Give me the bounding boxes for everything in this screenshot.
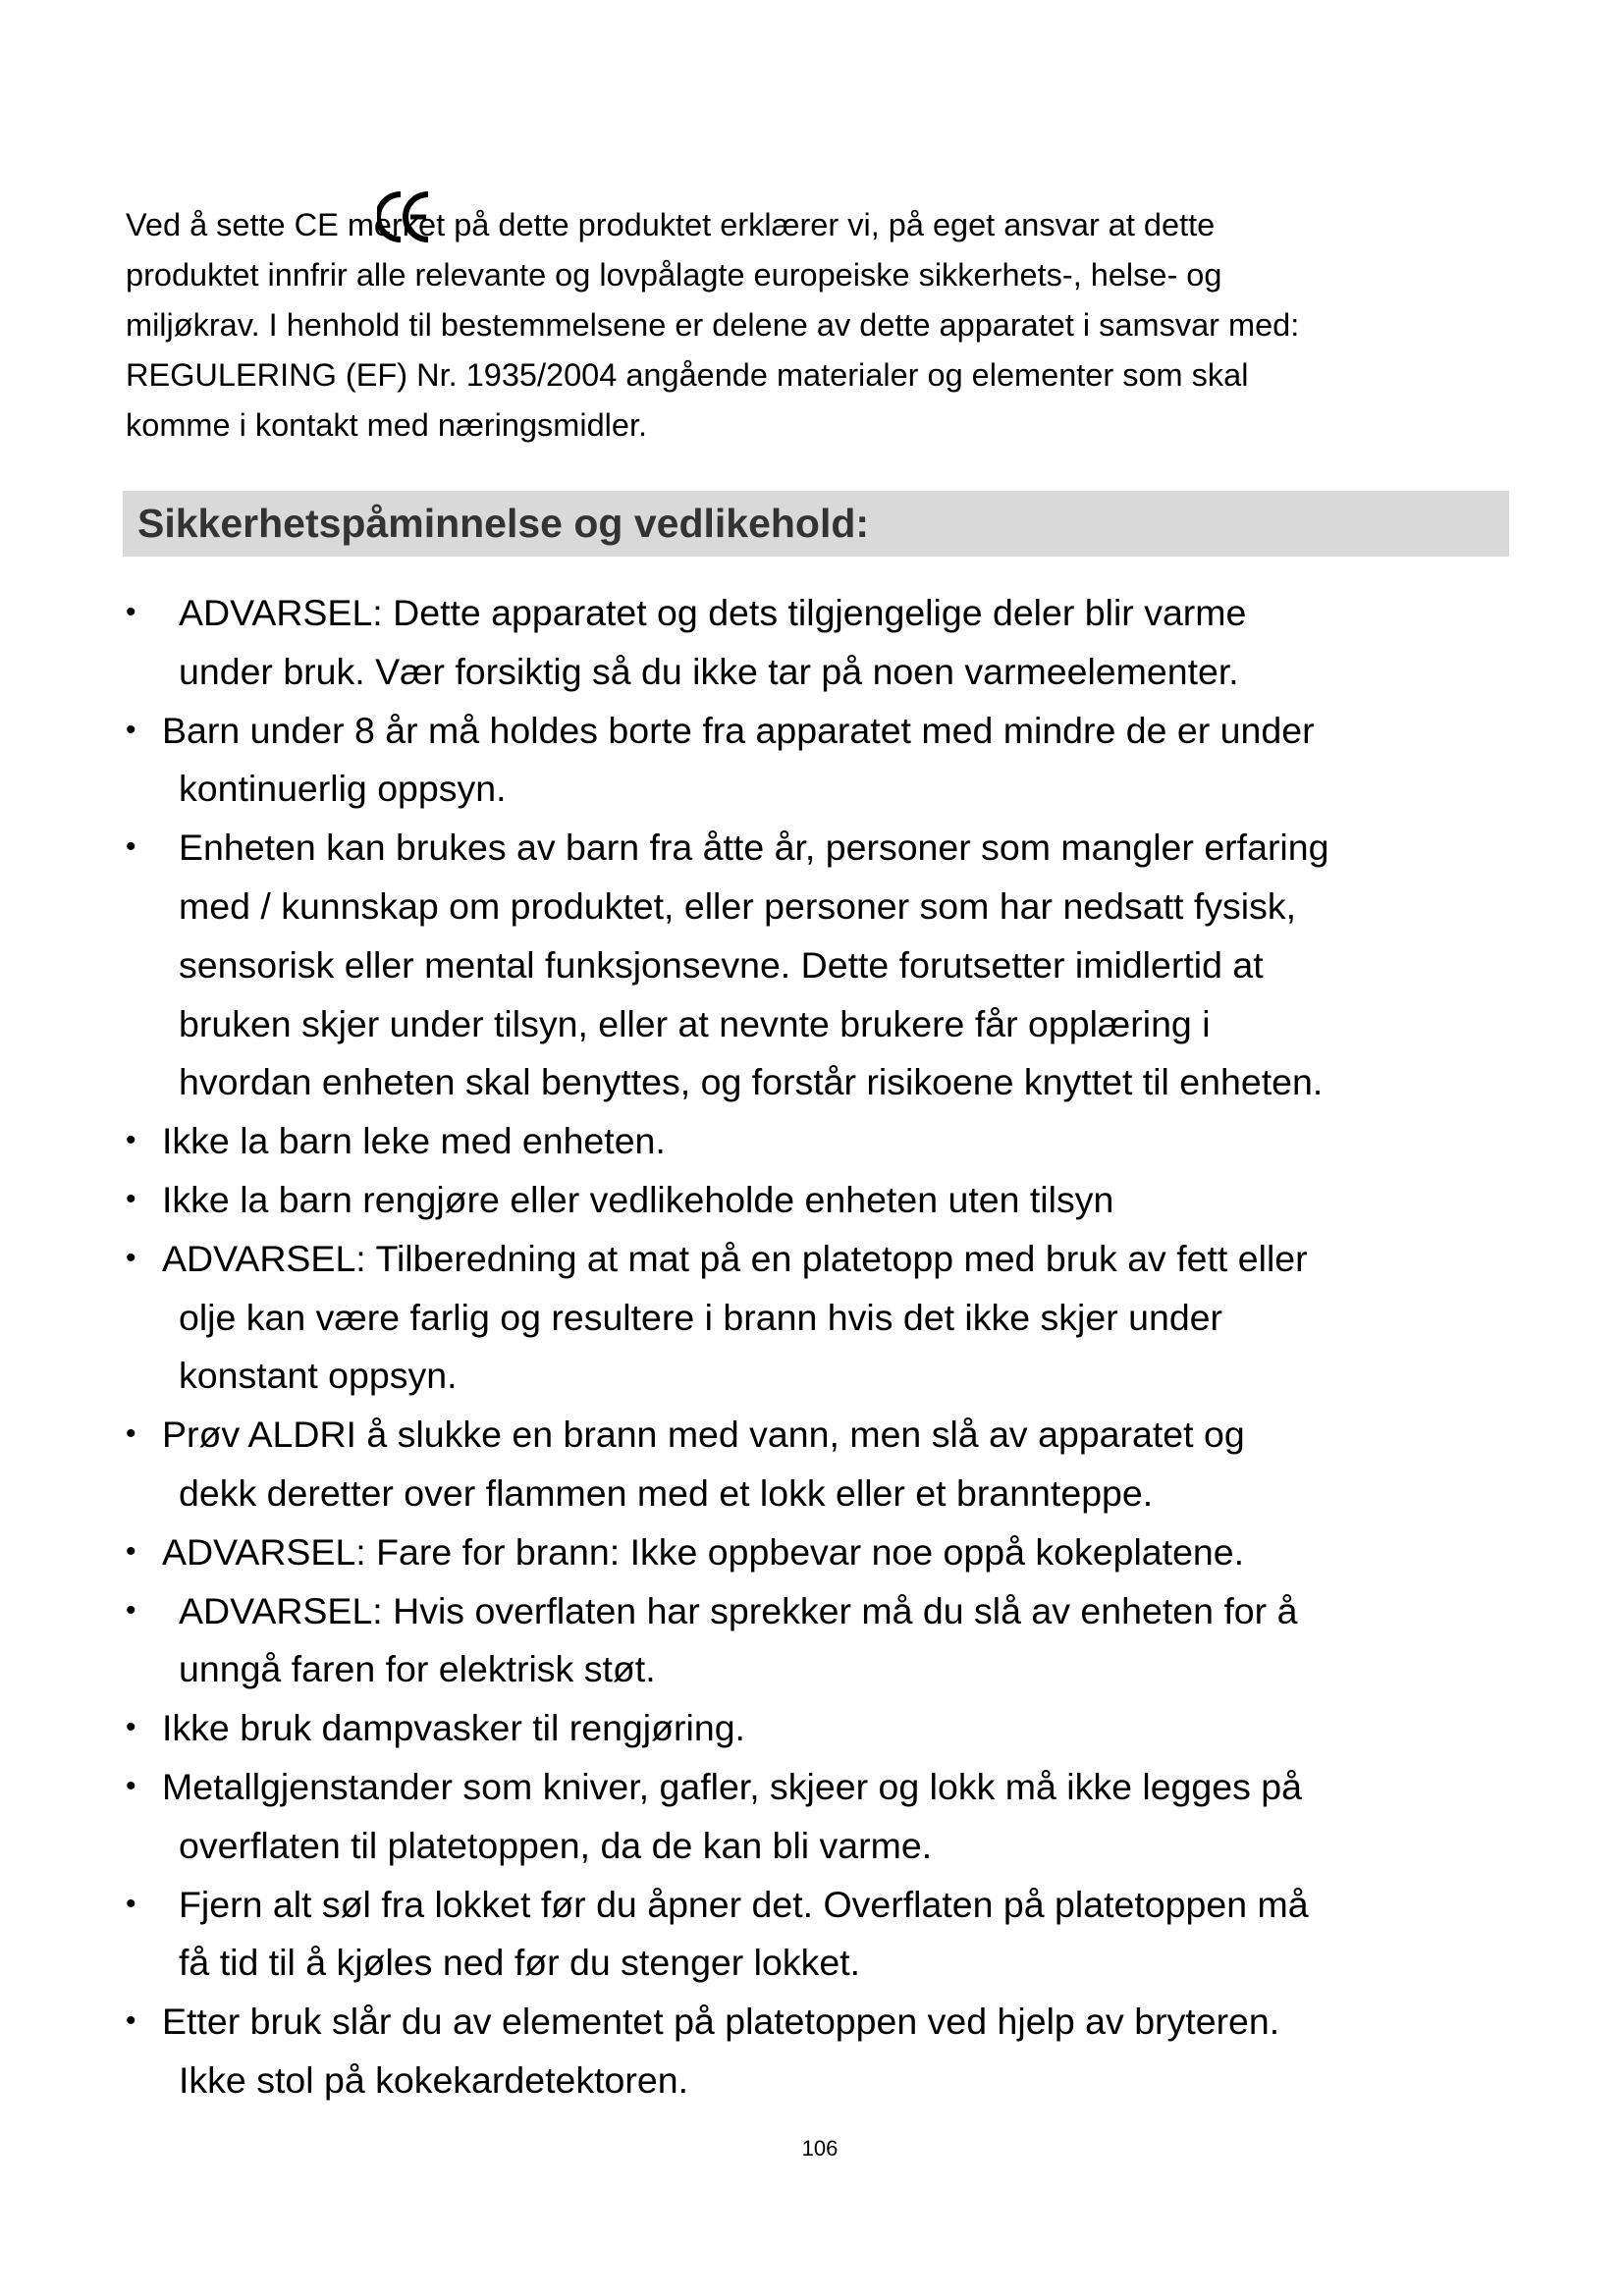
list-item-line: Etter bruk slår du av elementet på platetoppen ved hjelp av bryteren. — [162, 2001, 1280, 2043]
list-item-line: kontinuerlig oppsyn. — [179, 768, 507, 810]
bullet-icon: • — [126, 830, 136, 864]
list-item-line: sensorisk eller mental funksjonsevne. Dette forutsetter imidlertid at — [179, 943, 1264, 986]
bullet-icon: • — [126, 1241, 136, 1274]
list-item-line: under bruk. Vær forsiktig så du ikke tar på noen varmeelementer. — [179, 650, 1239, 692]
bullet-icon: • — [126, 1593, 136, 1627]
list-item-line: unngå faren for elektrisk støt. — [179, 1648, 656, 1690]
section-heading: Sikkerhetspåminnelse og vedlikehold: — [137, 501, 870, 546]
list-item-line: overflaten til platetoppen, da de kan bli varme. — [179, 1824, 933, 1866]
list-item-line: ADVARSEL: Dette apparatet og dets tilgjengelige deler blir varme — [179, 592, 1247, 633]
intro-line: Ved å sette CE merket på dette produktet erklærer vi, på eget ansvar at dette — [126, 207, 1216, 242]
list-item-line: få tid til å kjøles ned før du stenger lokket. — [179, 1942, 861, 1984]
list-item-line: konstant oppsyn. — [179, 1355, 458, 1397]
list-item-line: hvordan enheten skal benyttes, og forstår risikoene knyttet til enheten. — [179, 1061, 1324, 1103]
list-item-line: Barn under 8 år må holdes borte fra apparatet med mindre de er under — [162, 709, 1315, 751]
bullet-icon: • — [126, 596, 136, 628]
bullet-icon: • — [126, 1887, 136, 1920]
bullet-icon: • — [126, 2004, 136, 2038]
section-heading-bar — [123, 491, 1509, 557]
bullet-icon: • — [126, 1770, 136, 1802]
list-item-line: ADVARSEL: Fare for brann: Ikke oppbevar noe oppå kokeplatene. — [162, 1530, 1245, 1573]
ce-mark-logo — [377, 188, 432, 245]
list-item-line: med / kunnskap om produktet, eller personer som har nedsatt fysisk, — [179, 885, 1297, 927]
list-item-line: Metallgjenstander som kniver, gafler, skjeer og lokk må ikke legges på — [162, 1766, 1302, 1807]
list-item-line: Ikke bruk dampvasker til rengjøring. — [162, 1707, 745, 1749]
bullet-icon: • — [126, 1124, 136, 1157]
list-item-line: Enheten kan brukes av barn fra åtte år, personer som mangler erfaring — [179, 827, 1329, 869]
bullet-icon: • — [126, 1417, 136, 1451]
bullet-icon: • — [126, 1711, 136, 1744]
intro-line: komme i kontakt med næringsmidler. — [126, 407, 648, 443]
list-item-line: ADVARSEL: Hvis overflaten har sprekker må du slå av enheten for å — [179, 1589, 1298, 1631]
intro-line: REGULERING (EF) Nr. 1935/2004 angående materialer og elementer som skal — [126, 357, 1249, 393]
intro-line: miljøkrav. I henhold til bestemmelsene er delene av dette apparatet i samsvar med: — [126, 307, 1300, 343]
list-item-line: dekk deretter over flammen med et lokk eller et brannteppe. — [179, 1472, 1154, 1514]
bullet-icon: • — [126, 713, 136, 746]
list-item-line: Ikke la barn rengjøre eller vedlikeholde enheten uten tilsyn — [162, 1179, 1114, 1220]
list-item-line: bruken skjer under tilsyn, eller at nevnte brukere får opplæring i — [179, 1002, 1211, 1044]
list-item-line: olje kan være farlig og resultere i brann hvis det ikke skjer under — [179, 1296, 1223, 1338]
list-item-line: Ikke stol på kokekardetektoren. — [179, 2059, 689, 2101]
list-item-line: ADVARSEL: Tilberedning at mat på en platetopp med bruk av fett eller — [162, 1237, 1308, 1279]
page-number: 106 — [801, 2136, 839, 2161]
list-item-line: Prøv ALDRI å slukke en brann med vann, men slå av apparatet og — [162, 1414, 1245, 1456]
list-item-line: Ikke la barn leke med enheten. — [162, 1120, 666, 1162]
intro-line: produktet innfrir alle relevante og lovpålagte europeiske sikkerhets-, helse- og — [126, 257, 1222, 293]
bullet-icon: • — [126, 1183, 136, 1215]
bullet-icon: • — [126, 1534, 136, 1568]
list-item-line: Fjern alt søl fra lokket før du åpner det. Overflaten på platetoppen må — [179, 1883, 1309, 1925]
